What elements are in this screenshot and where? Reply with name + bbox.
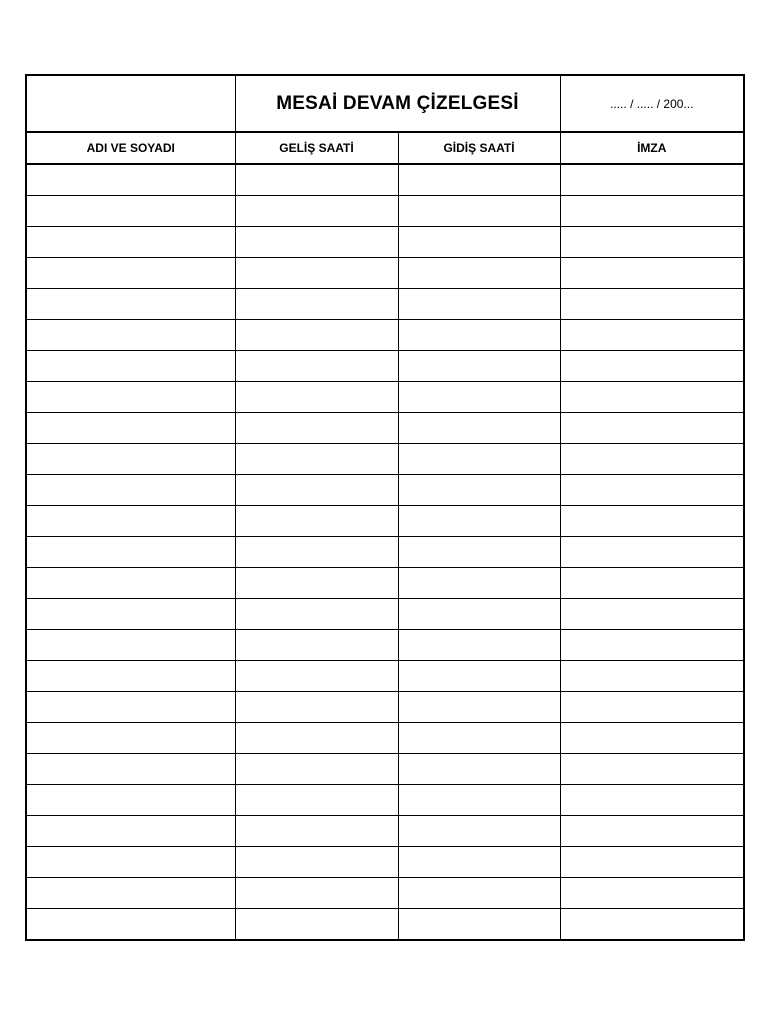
table-row — [26, 196, 744, 227]
cell-departure[interactable] — [398, 444, 560, 475]
cell-signature[interactable] — [560, 351, 744, 382]
cell-signature[interactable] — [560, 413, 744, 444]
cell-name[interactable] — [26, 847, 235, 878]
cell-departure[interactable] — [398, 382, 560, 413]
table-row — [26, 444, 744, 475]
cell-signature[interactable] — [560, 444, 744, 475]
cell-name[interactable] — [26, 537, 235, 568]
cell-name[interactable] — [26, 320, 235, 351]
column-header-name: ADI VE SOYADI — [26, 132, 235, 164]
cell-name[interactable] — [26, 382, 235, 413]
table-row — [26, 413, 744, 444]
cell-arrival[interactable] — [235, 227, 398, 258]
table-row — [26, 320, 744, 351]
cell-departure[interactable] — [398, 785, 560, 816]
cell-departure[interactable] — [398, 227, 560, 258]
cell-name[interactable] — [26, 599, 235, 630]
table-row — [26, 475, 744, 506]
column-header-signature: İMZA — [560, 132, 744, 164]
cell-name[interactable] — [26, 754, 235, 785]
cell-departure[interactable] — [398, 909, 560, 941]
cell-signature[interactable] — [560, 723, 744, 754]
cell-signature[interactable] — [560, 847, 744, 878]
date-cell — [560, 75, 744, 132]
cell-departure[interactable] — [398, 164, 560, 196]
cell-departure[interactable] — [398, 692, 560, 723]
cell-signature[interactable] — [560, 568, 744, 599]
attendance-sheet-table — [25, 74, 745, 941]
cell-arrival[interactable] — [235, 754, 398, 785]
blank-corner-cell — [26, 75, 235, 132]
table-row — [26, 630, 744, 661]
cell-departure[interactable] — [398, 599, 560, 630]
cell-signature[interactable] — [560, 320, 744, 351]
table-row — [26, 289, 744, 320]
cell-departure[interactable] — [398, 630, 560, 661]
cell-arrival[interactable] — [235, 320, 398, 351]
cell-departure[interactable] — [398, 537, 560, 568]
cell-name[interactable] — [26, 289, 235, 320]
cell-departure[interactable] — [398, 847, 560, 878]
cell-arrival[interactable] — [235, 196, 398, 227]
column-header-arrival: GELİŞ SAATİ — [235, 132, 398, 164]
cell-arrival[interactable] — [235, 506, 398, 537]
cell-signature[interactable] — [560, 506, 744, 537]
cell-departure[interactable] — [398, 568, 560, 599]
column-header-row — [26, 132, 744, 164]
cell-signature[interactable] — [560, 289, 744, 320]
cell-arrival[interactable] — [235, 599, 398, 630]
cell-signature[interactable] — [560, 878, 744, 909]
table-row — [26, 878, 744, 909]
cell-departure[interactable] — [398, 506, 560, 537]
table-row — [26, 537, 744, 568]
cell-arrival[interactable] — [235, 164, 398, 196]
table-row — [26, 568, 744, 599]
cell-name[interactable] — [26, 723, 235, 754]
table-row — [26, 816, 744, 847]
cell-name[interactable] — [26, 568, 235, 599]
cell-departure[interactable] — [398, 258, 560, 289]
cell-name[interactable] — [26, 258, 235, 289]
cell-name[interactable] — [26, 351, 235, 382]
table-row — [26, 599, 744, 630]
table-row — [26, 785, 744, 816]
cell-departure[interactable] — [398, 816, 560, 847]
cell-signature[interactable] — [560, 258, 744, 289]
table-row — [26, 164, 744, 196]
form-title: MESAİ DEVAM ÇİZELGESİ — [276, 92, 519, 114]
table-row — [26, 723, 744, 754]
cell-signature[interactable] — [560, 227, 744, 258]
title-row — [26, 75, 744, 132]
cell-name[interactable] — [26, 196, 235, 227]
cell-signature[interactable] — [560, 661, 744, 692]
cell-name[interactable] — [26, 785, 235, 816]
cell-signature[interactable] — [560, 196, 744, 227]
cell-arrival[interactable] — [235, 816, 398, 847]
table-row — [26, 692, 744, 723]
cell-signature[interactable] — [560, 537, 744, 568]
cell-arrival[interactable] — [235, 289, 398, 320]
cell-departure[interactable] — [398, 320, 560, 351]
cell-arrival[interactable] — [235, 847, 398, 878]
cell-arrival[interactable] — [235, 475, 398, 506]
cell-departure[interactable] — [398, 723, 560, 754]
table-row — [26, 227, 744, 258]
cell-arrival[interactable] — [235, 661, 398, 692]
form-title-cell — [235, 75, 560, 132]
table-row — [26, 661, 744, 692]
table-row — [26, 351, 744, 382]
cell-departure[interactable] — [398, 475, 560, 506]
table-body — [26, 164, 744, 940]
cell-departure[interactable] — [398, 351, 560, 382]
cell-arrival[interactable] — [235, 909, 398, 941]
cell-signature[interactable] — [560, 599, 744, 630]
cell-name[interactable] — [26, 227, 235, 258]
cell-arrival[interactable] — [235, 413, 398, 444]
cell-name[interactable] — [26, 661, 235, 692]
cell-signature[interactable] — [560, 816, 744, 847]
cell-departure[interactable] — [398, 196, 560, 227]
cell-departure[interactable] — [398, 754, 560, 785]
cell-arrival[interactable] — [235, 878, 398, 909]
cell-arrival[interactable] — [235, 723, 398, 754]
cell-name[interactable] — [26, 164, 235, 196]
cell-signature[interactable] — [560, 785, 744, 816]
cell-arrival[interactable] — [235, 568, 398, 599]
cell-departure[interactable] — [398, 878, 560, 909]
table-row — [26, 847, 744, 878]
cell-departure[interactable] — [398, 661, 560, 692]
cell-signature[interactable] — [560, 909, 744, 941]
column-header-departure: GİDİŞ SAATİ — [398, 132, 560, 164]
cell-departure[interactable] — [398, 289, 560, 320]
cell-arrival[interactable] — [235, 444, 398, 475]
cell-signature[interactable] — [560, 630, 744, 661]
cell-arrival[interactable] — [235, 692, 398, 723]
cell-name[interactable] — [26, 630, 235, 661]
cell-name[interactable] — [26, 692, 235, 723]
cell-name[interactable] — [26, 475, 235, 506]
cell-name[interactable] — [26, 413, 235, 444]
date-placeholder: ..... / ..... / 200... — [610, 96, 694, 111]
cell-signature[interactable] — [560, 164, 744, 196]
cell-arrival[interactable] — [235, 382, 398, 413]
cell-signature[interactable] — [560, 382, 744, 413]
cell-arrival[interactable] — [235, 785, 398, 816]
cell-name[interactable] — [26, 816, 235, 847]
cell-arrival[interactable] — [235, 258, 398, 289]
cell-arrival[interactable] — [235, 630, 398, 661]
cell-name[interactable] — [26, 506, 235, 537]
cell-arrival[interactable] — [235, 537, 398, 568]
table-row — [26, 258, 744, 289]
table-row — [26, 754, 744, 785]
cell-name[interactable] — [26, 444, 235, 475]
cell-name[interactable] — [26, 909, 235, 941]
cell-signature[interactable] — [560, 692, 744, 723]
table-row — [26, 382, 744, 413]
cell-arrival[interactable] — [235, 351, 398, 382]
table-row — [26, 909, 744, 941]
cell-signature[interactable] — [560, 475, 744, 506]
cell-signature[interactable] — [560, 754, 744, 785]
table-row — [26, 506, 744, 537]
cell-name[interactable] — [26, 878, 235, 909]
cell-departure[interactable] — [398, 413, 560, 444]
